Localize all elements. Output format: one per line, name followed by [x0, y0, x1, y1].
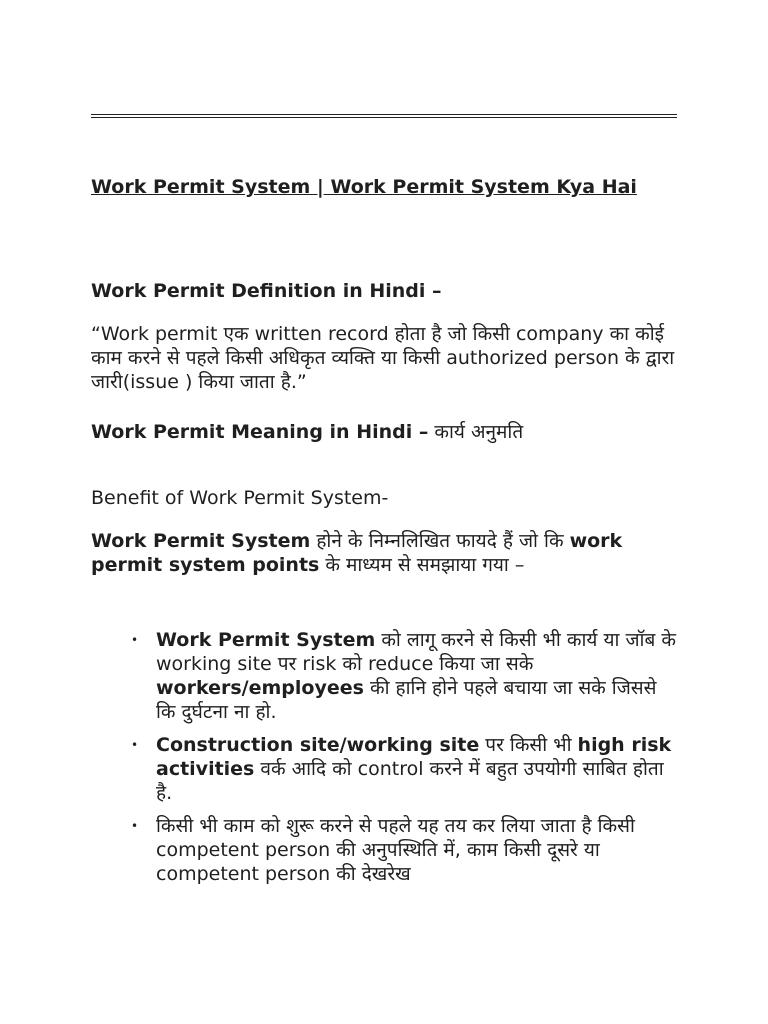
page-title: Work Permit System | Work Permit System Kya Hai	[91, 176, 637, 198]
item-bold-2: workers/employees	[156, 677, 364, 699]
bullet-icon: •	[131, 819, 139, 833]
meaning-value: कार्य अनुमति	[434, 421, 524, 443]
item-bold-1: Work Permit System	[156, 629, 376, 651]
definition-text: “Work permit एक written record होता है जो किसी company का कोई काम करने से पहले किसी अधिकृत व्यक्ति या किसी authorized person के द्वारा जारी(issue ) किया जाता है.”	[91, 323, 675, 393]
intro-paragraph	[91, 529, 681, 577]
item-text-2: वर्क आदि को control करने में बहुत उपयोगी साबित होता है.	[156, 758, 664, 804]
item-text-2: की हानि होने पहले बचाया जा सके जिससे कि दुर्घटना ना हो.	[156, 677, 657, 723]
list-item	[91, 814, 681, 886]
benefit-list	[91, 628, 681, 895]
list-item	[91, 628, 681, 724]
list-item	[91, 733, 681, 805]
benefit-heading: Benefit of Work Permit System-	[91, 487, 389, 509]
bullet-icon: •	[131, 633, 139, 647]
definition-heading: Work Permit Definition in Hindi –	[91, 280, 442, 302]
intro-bold-1: Work Permit System	[91, 530, 311, 552]
intro-text-1: होने के निम्नलिखित फायदे हैं जो कि	[310, 530, 570, 552]
item-bold-2: high risk activities	[156, 734, 672, 780]
item-text-1: को लागू करने से किसी भी कार्य या जॉब के working site पर risk को reduce किया जा सके	[156, 629, 676, 675]
item-text-1: पर किसी भी	[479, 734, 578, 756]
item-bold-1: Construction site/working site	[156, 734, 480, 756]
top-divider	[91, 114, 677, 118]
item-text-1: किसी भी काम को शुरू करने से पहले यह तय कर लिया जाता है किसी competent person की अनुपस्थिति में, काम किसी दूसरे या competent person की देखरेख	[156, 815, 635, 885]
meaning-label: Work Permit Meaning in Hindi –	[91, 421, 429, 443]
intro-text-2: के माध्यम से समझाया गया –	[319, 554, 525, 576]
meaning-line	[91, 420, 681, 444]
intro-bold-2: work permit system points	[91, 530, 623, 576]
bullet-icon: •	[131, 738, 139, 752]
